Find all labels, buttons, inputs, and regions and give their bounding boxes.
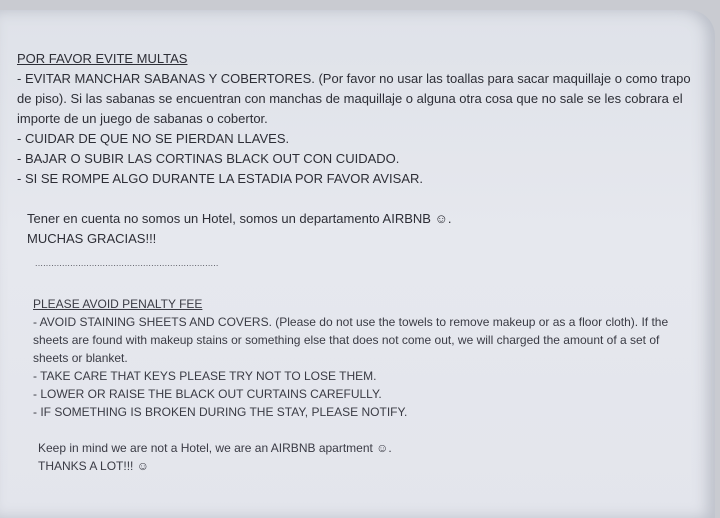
spanish-item-keys: - CUIDAR DE QUE NO SE PIERDAN LLAVES.: [17, 131, 290, 146]
spanish-item-sheets: - EVITAR MANCHAR SABANAS Y COBERTORES. (Por favor no usar las toallas para sacar maquillaje o como trapo de piso). Si las sabanas se encuentran con manchas de maquillaje o alguna otra cosa que no sale se les cobrara el importe de un juego de sabanas o cobertor.: [17, 71, 691, 126]
english-thanks: THANKS A LOT!!! ☺: [38, 459, 149, 473]
spanish-item-curtains: - BAJAR O SUBIR LAS CORTINAS BLACK OUT CON CUIDADO.: [17, 151, 400, 166]
spanish-heading: POR FAVOR EVITE MULTAS: [17, 51, 188, 66]
spanish-item-broken: - SI SE ROMPE ALGO DURANTE LA ESTADIA POR FAVOR AVISAR.: [17, 171, 423, 186]
separator-line: ....................................................................: [35, 258, 219, 268]
english-note: Keep in mind we are not a Hotel, we are an AIRBNB apartment ☺.: [38, 441, 392, 455]
english-item-broken: - IF SOMETHING IS BROKEN DURING THE STAY, PLEASE NOTIFY.: [33, 405, 408, 419]
spanish-section: [17, 49, 707, 249]
english-item-curtains: - LOWER OR RAISE THE BLACK OUT CURTAINS CAREFULLY.: [33, 387, 382, 401]
english-item-sheets: - AVOID STAINING SHEETS AND COVERS. (Please do not use the towels to remove makeup or as a floor cloth). If the sheets are found with makeup stains or something else that does not come out, we will charged the amount of a set of sheets or blanket.: [33, 315, 669, 365]
english-item-keys: - TAKE CARE THAT KEYS PLEASE TRY NOT TO LOSE THEM.: [33, 369, 377, 383]
spanish-thanks: MUCHAS GRACIAS!!!: [27, 231, 157, 246]
english-heading: PLEASE AVOID PENALTY FEE: [33, 297, 203, 311]
english-section: [33, 295, 693, 475]
spanish-note: Tener en cuenta no somos un Hotel, somos un departamento AIRBNB ☺.: [27, 211, 452, 226]
